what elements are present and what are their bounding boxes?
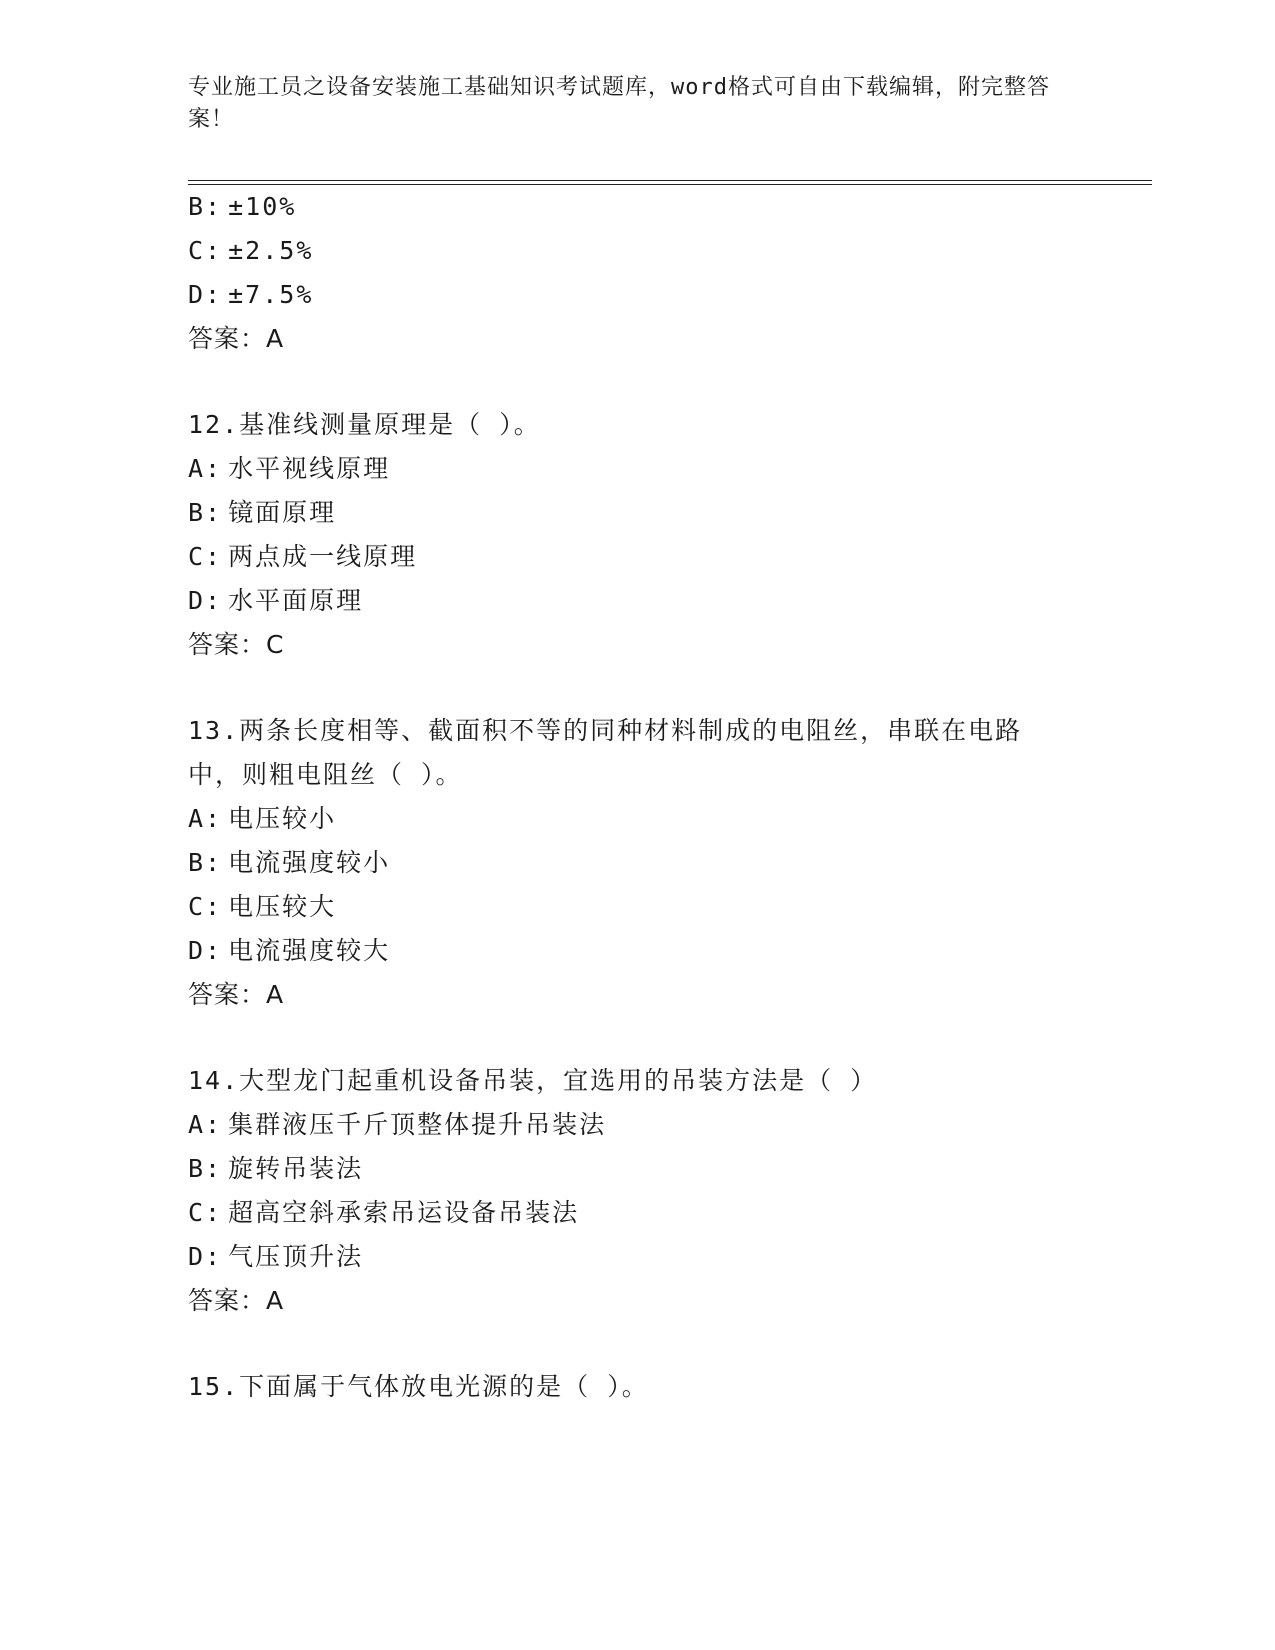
option-key: C: (188, 542, 223, 571)
option-key: D: (188, 1242, 223, 1271)
option-text: 气压顶升法 (228, 1242, 364, 1271)
question-stem-continued: 中，则粗电阻丝（ ）。 (188, 760, 463, 789)
option-key: A: (188, 454, 223, 483)
option-c (188, 540, 417, 574)
option-b (188, 190, 296, 224)
option-text: 水平面原理 (228, 586, 364, 615)
option-d (188, 934, 390, 968)
option-text: 超高空斜承索吊运设备吊装法 (228, 1198, 580, 1227)
option-b (188, 1152, 363, 1186)
header-divider-bottom (188, 184, 1152, 185)
option-b (188, 846, 390, 880)
option-key: C: (188, 892, 223, 921)
document-header (188, 72, 1068, 136)
option-key: A: (188, 1110, 223, 1139)
option-c (188, 890, 336, 924)
question-stem: 13.两条长度相等、截面积不等的同种材料制成的电阻丝，串联在电路 (188, 716, 1023, 745)
option-text: 水平视线原理 (228, 454, 391, 483)
option-d (188, 278, 313, 312)
option-text: ±2.5% (228, 236, 314, 265)
option-key: C: (188, 236, 223, 265)
header-title: 专业施工员之设备安装施工基础知识考试题库，word格式可自由下载编辑，附完整答案！ (188, 75, 1050, 132)
option-text: 电压较大 (228, 892, 337, 921)
option-d (188, 1240, 363, 1274)
option-text: 旋转吊装法 (228, 1154, 364, 1183)
option-c (188, 234, 313, 268)
option-key: A: (188, 804, 223, 833)
option-text: 电压较小 (228, 804, 337, 833)
option-key: C: (188, 1198, 223, 1227)
header-divider-top (188, 180, 1152, 181)
answer-line: 答案：A (188, 324, 285, 353)
question-stem: 15.下面属于气体放电光源的是（ ）。 (188, 1372, 649, 1401)
option-b (188, 496, 336, 530)
option-text: 两点成一线原理 (228, 542, 418, 571)
option-text: 电流强度较小 (228, 848, 391, 877)
option-c (188, 1196, 579, 1230)
answer-line: 答案：A (188, 1286, 285, 1315)
option-key: B: (188, 498, 223, 527)
option-key: D: (188, 936, 223, 965)
option-text: 集群液压千斤顶整体提升吊装法 (228, 1110, 607, 1139)
option-a (188, 802, 336, 836)
option-text: ±10% (228, 192, 297, 221)
option-text: ±7.5% (228, 280, 314, 309)
option-key: D: (188, 586, 223, 615)
question-stem: 12.基准线测量原理是（ ）。 (188, 410, 541, 439)
option-text: 电流强度较大 (228, 936, 391, 965)
option-d (188, 584, 363, 618)
answer-line: 答案：C (188, 630, 285, 659)
answer-line: 答案：A (188, 980, 285, 1009)
option-key: B: (188, 1154, 223, 1183)
option-a (188, 452, 390, 486)
option-text: 镜面原理 (228, 498, 337, 527)
option-key: D: (188, 280, 223, 309)
option-a (188, 1108, 606, 1142)
option-key: B: (188, 192, 223, 221)
question-stem: 14.大型龙门起重机设备吊装，宜选用的吊装方法是（ ） (188, 1066, 878, 1095)
option-key: B: (188, 848, 223, 877)
